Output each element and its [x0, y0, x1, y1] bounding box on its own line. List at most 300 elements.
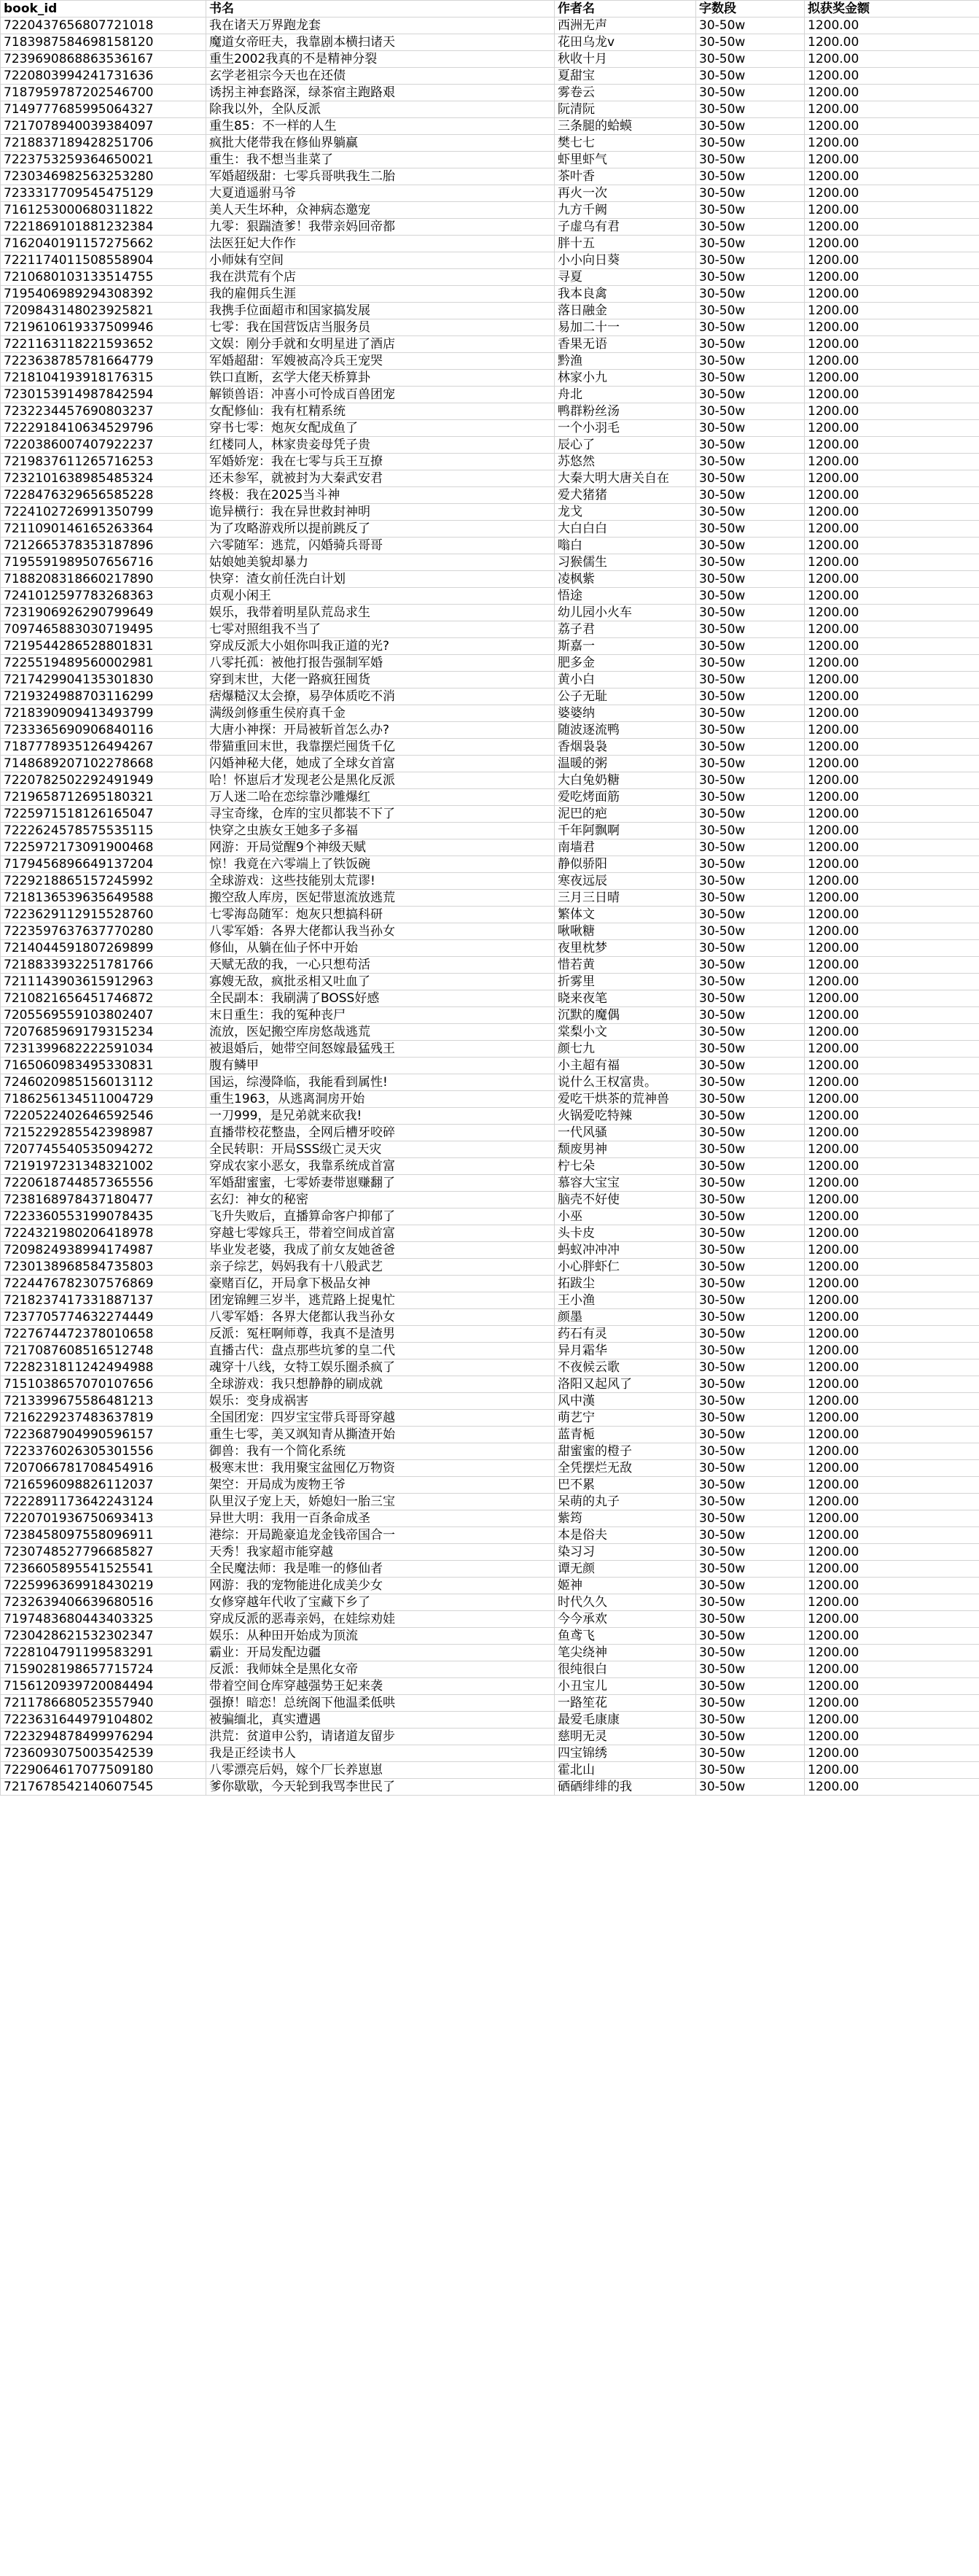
cell-author[interactable]: 说什么王权富贵。	[555, 1074, 696, 1091]
cell-book-id[interactable]: 7219837611265716253	[1, 454, 206, 470]
cell-word-range[interactable]: 30-50w	[696, 336, 805, 353]
cell-prize-amount[interactable]: 1200.00	[805, 1578, 979, 1594]
cell-book-id[interactable]: 7205569559103802407	[1, 1007, 206, 1024]
cell-prize-amount[interactable]: 1200.00	[805, 890, 979, 907]
cell-prize-amount[interactable]: 1200.00	[805, 1561, 979, 1578]
cell-word-range[interactable]: 30-50w	[696, 1628, 805, 1645]
cell-title[interactable]: 我是正经读书人	[206, 1745, 555, 1762]
cell-author[interactable]: 西洲无声	[555, 18, 696, 34]
cell-prize-amount[interactable]: 1200.00	[805, 135, 979, 152]
cell-prize-amount[interactable]: 1200.00	[805, 18, 979, 34]
cell-title[interactable]: 闪婚神秘大佬，她成了全球女首富	[206, 756, 555, 772]
cell-book-id[interactable]: 7179456896649137204	[1, 856, 206, 873]
cell-author[interactable]: 拓跋尘	[555, 1276, 696, 1292]
cell-author[interactable]: 寒夜远辰	[555, 873, 696, 890]
cell-word-range[interactable]: 30-50w	[696, 85, 805, 101]
cell-author[interactable]: 全凭摆烂无敌	[555, 1460, 696, 1477]
cell-author[interactable]: 异月霜华	[555, 1343, 696, 1359]
cell-title[interactable]: 大唐小神探：开局被斩首怎么办?	[206, 722, 555, 739]
cell-word-range[interactable]: 30-50w	[696, 1007, 805, 1024]
cell-prize-amount[interactable]: 1200.00	[805, 319, 979, 336]
cell-author[interactable]: 茶叶香	[555, 168, 696, 185]
cell-author[interactable]: 很纯很白	[555, 1661, 696, 1678]
cell-prize-amount[interactable]: 1200.00	[805, 957, 979, 974]
cell-word-range[interactable]: 30-50w	[696, 487, 805, 504]
cell-title[interactable]: 七零：我在国营饭店当服务员	[206, 319, 555, 336]
cell-author[interactable]: 大白白白	[555, 521, 696, 538]
cell-author[interactable]: 王小渔	[555, 1292, 696, 1309]
cell-prize-amount[interactable]: 1200.00	[805, 1427, 979, 1443]
cell-prize-amount[interactable]: 1200.00	[805, 923, 979, 940]
cell-prize-amount[interactable]: 1200.00	[805, 1628, 979, 1645]
cell-book-id[interactable]: 7217078940039384097	[1, 118, 206, 135]
cell-word-range[interactable]: 30-50w	[696, 1611, 805, 1628]
cell-word-range[interactable]: 30-50w	[696, 437, 805, 454]
cell-author[interactable]: 小心胖虾仁	[555, 1259, 696, 1276]
cell-word-range[interactable]: 30-50w	[696, 873, 805, 890]
cell-prize-amount[interactable]: 1200.00	[805, 756, 979, 772]
cell-title[interactable]: 网游：我的宠物能进化成美少女	[206, 1578, 555, 1594]
cell-word-range[interactable]: 30-50w	[696, 1141, 805, 1158]
cell-prize-amount[interactable]: 1200.00	[805, 839, 979, 856]
cell-prize-amount[interactable]: 1200.00	[805, 1661, 979, 1678]
cell-prize-amount[interactable]: 1200.00	[805, 806, 979, 823]
cell-prize-amount[interactable]: 1200.00	[805, 470, 979, 487]
cell-author[interactable]: 千年阿飘啊	[555, 823, 696, 839]
cell-title[interactable]: 流放，医妃搬空库房悠哉逃荒	[206, 1024, 555, 1041]
cell-title[interactable]: 军婚甜蜜蜜，七零娇妻带崽赚翻了	[206, 1175, 555, 1192]
cell-title[interactable]: 八零军婚：各界大佬都认我当孙女	[206, 923, 555, 940]
cell-book-id[interactable]: 7219324988703116299	[1, 688, 206, 705]
cell-title[interactable]: 搬空敌人库房，医妃带崽流放逃荒	[206, 890, 555, 907]
cell-title[interactable]: 军婚娇宠：我在七零与兵王互撩	[206, 454, 555, 470]
cell-prize-amount[interactable]: 1200.00	[805, 1510, 979, 1527]
cell-book-id[interactable]: 7213399675586481213	[1, 1393, 206, 1410]
cell-author[interactable]: 香烟袅袅	[555, 739, 696, 756]
cell-title[interactable]: 全民转职：开局SSS级亡灵天灾	[206, 1141, 555, 1158]
cell-title[interactable]: 直播古代：盘点那些坑爹的皇二代	[206, 1343, 555, 1359]
cell-word-range[interactable]: 30-50w	[696, 1292, 805, 1309]
cell-book-id[interactable]: 7218136539635649588	[1, 890, 206, 907]
cell-title[interactable]: 带猫重回末世，我靠摆烂囤货千亿	[206, 739, 555, 756]
cell-prize-amount[interactable]: 1200.00	[805, 772, 979, 789]
cell-prize-amount[interactable]: 1200.00	[805, 487, 979, 504]
cell-book-id[interactable]: 7197483680443403325	[1, 1611, 206, 1628]
cell-title[interactable]: 解锁兽语：冲喜小可怜成百兽团宠	[206, 387, 555, 403]
cell-word-range[interactable]: 30-50w	[696, 68, 805, 85]
header-book-id[interactable]: book_id	[1, 1, 206, 18]
cell-title[interactable]: 穿书七零：炮灰女配成鱼了	[206, 420, 555, 437]
cell-prize-amount[interactable]: 1200.00	[805, 1041, 979, 1058]
cell-book-id[interactable]: 7225519489560002981	[1, 655, 206, 672]
cell-prize-amount[interactable]: 1200.00	[805, 236, 979, 252]
cell-prize-amount[interactable]: 1200.00	[805, 504, 979, 521]
cell-prize-amount[interactable]: 1200.00	[805, 1175, 979, 1192]
cell-author[interactable]: 香果无语	[555, 336, 696, 353]
cell-word-range[interactable]: 30-50w	[696, 789, 805, 806]
cell-title[interactable]: 铁口直断，玄学大佬天桥算卦	[206, 370, 555, 387]
cell-prize-amount[interactable]: 1200.00	[805, 1477, 979, 1494]
cell-book-id[interactable]: 7238458097558096911	[1, 1527, 206, 1544]
cell-prize-amount[interactable]: 1200.00	[805, 1024, 979, 1041]
cell-author[interactable]: 夜里枕梦	[555, 940, 696, 957]
cell-prize-amount[interactable]: 1200.00	[805, 907, 979, 923]
cell-title[interactable]: 强撩！暗恋！总统阁下他温柔低哄	[206, 1695, 555, 1712]
cell-word-range[interactable]: 30-50w	[696, 1695, 805, 1712]
cell-author[interactable]: 易加二十一	[555, 319, 696, 336]
cell-word-range[interactable]: 30-50w	[696, 907, 805, 923]
cell-prize-amount[interactable]: 1200.00	[805, 85, 979, 101]
cell-title[interactable]: 穿成反派的恶毒亲妈，在娃综劝娃	[206, 1611, 555, 1628]
cell-title[interactable]: 哈！怀崽后才发现老公是黑化反派	[206, 772, 555, 789]
cell-prize-amount[interactable]: 1200.00	[805, 403, 979, 420]
cell-title[interactable]: 穿成反派大小姐你叫我正道的光?	[206, 638, 555, 655]
cell-author[interactable]: 我本良禽	[555, 286, 696, 303]
cell-title[interactable]: 八零托孤：被他打报告强制军婚	[206, 655, 555, 672]
cell-book-id[interactable]: 7229218865157245992	[1, 873, 206, 890]
cell-title[interactable]: 重生85：不一样的人生	[206, 118, 555, 135]
cell-prize-amount[interactable]: 1200.00	[805, 722, 979, 739]
cell-author[interactable]: 公子无耻	[555, 688, 696, 705]
cell-prize-amount[interactable]: 1200.00	[805, 437, 979, 454]
cell-title[interactable]: 惊！我竟在六零端上了铁饭碗	[206, 856, 555, 873]
cell-book-id[interactable]: 7232101638985485324	[1, 470, 206, 487]
cell-title[interactable]: 穿到末世，大佬一路疯狂囤货	[206, 672, 555, 688]
cell-title[interactable]: 美人天生坏种，众神病态邀宠	[206, 202, 555, 219]
cell-author[interactable]: 大秦大明大唐关自在	[555, 470, 696, 487]
cell-word-range[interactable]: 30-50w	[696, 1359, 805, 1376]
cell-word-range[interactable]: 30-50w	[696, 1309, 805, 1326]
cell-title[interactable]: 架空：开局成为废物王爷	[206, 1477, 555, 1494]
cell-author[interactable]: 不夜候云歌	[555, 1359, 696, 1376]
cell-word-range[interactable]: 30-50w	[696, 1343, 805, 1359]
cell-word-range[interactable]: 30-50w	[696, 1729, 805, 1745]
cell-word-range[interactable]: 30-50w	[696, 940, 805, 957]
cell-word-range[interactable]: 30-50w	[696, 1326, 805, 1343]
cell-prize-amount[interactable]: 1200.00	[805, 655, 979, 672]
cell-book-id[interactable]: 7217678542140607545	[1, 1779, 206, 1796]
cell-title[interactable]: 毕业发老婆，我成了前女友她爸爸	[206, 1242, 555, 1259]
cell-title[interactable]: 修仙，从躺在仙子怀中开始	[206, 940, 555, 957]
cell-book-id[interactable]: 7207066781708454916	[1, 1460, 206, 1477]
cell-prize-amount[interactable]: 1200.00	[805, 1309, 979, 1326]
header-author[interactable]: 作者名	[555, 1, 696, 18]
cell-book-id[interactable]: 7211143903615912963	[1, 974, 206, 990]
cell-book-id[interactable]: 7228104791199583291	[1, 1645, 206, 1661]
cell-book-id[interactable]: 7161253000680311822	[1, 202, 206, 219]
cell-author[interactable]: 谭无颜	[555, 1561, 696, 1578]
cell-word-range[interactable]: 30-50w	[696, 655, 805, 672]
cell-author[interactable]: 笔尖绕神	[555, 1645, 696, 1661]
cell-word-range[interactable]: 30-50w	[696, 1779, 805, 1796]
cell-book-id[interactable]: 7220437656807721018	[1, 18, 206, 34]
cell-book-id[interactable]: 7187959787202546700	[1, 85, 206, 101]
cell-book-id[interactable]: 7221163118221593652	[1, 336, 206, 353]
cell-word-range[interactable]: 30-50w	[696, 638, 805, 655]
cell-author[interactable]: 柠七朵	[555, 1158, 696, 1175]
cell-author[interactable]: 嗡白	[555, 538, 696, 554]
cell-book-id[interactable]: 7223753259364650021	[1, 152, 206, 168]
cell-title[interactable]: 八零军婚：各界大佬都认我当孙女	[206, 1309, 555, 1326]
cell-title[interactable]: 终极：我在2025当斗神	[206, 487, 555, 504]
cell-prize-amount[interactable]: 1200.00	[805, 168, 979, 185]
cell-author[interactable]: 花田乌龙v	[555, 34, 696, 51]
cell-title[interactable]: 霸业：开局发配边疆	[206, 1645, 555, 1661]
cell-author[interactable]: 舟北	[555, 387, 696, 403]
cell-title[interactable]: 港综：开局跪豪追龙金钱帝国合一	[206, 1527, 555, 1544]
cell-book-id[interactable]: 7223294878499976294	[1, 1729, 206, 1745]
cell-title[interactable]: 天赋无敌的我，一心只想苟活	[206, 957, 555, 974]
cell-author[interactable]: 九方千阙	[555, 202, 696, 219]
cell-author[interactable]: 爱吃烤面筋	[555, 789, 696, 806]
cell-author[interactable]: 慈明无灵	[555, 1729, 696, 1745]
cell-author[interactable]: 随波逐流鸭	[555, 722, 696, 739]
cell-title[interactable]: 异世大明：我用一百条命成圣	[206, 1510, 555, 1527]
cell-word-range[interactable]: 30-50w	[696, 823, 805, 839]
cell-author[interactable]: 啾啾糖	[555, 923, 696, 940]
cell-book-id[interactable]: 7223631644979104802	[1, 1712, 206, 1729]
cell-word-range[interactable]: 30-50w	[696, 219, 805, 236]
cell-title[interactable]: 大夏逍遥驸马爷	[206, 185, 555, 202]
cell-word-range[interactable]: 30-50w	[696, 269, 805, 286]
cell-author[interactable]: 颜七九	[555, 1041, 696, 1058]
cell-word-range[interactable]: 30-50w	[696, 839, 805, 856]
cell-author[interactable]: 婆婆纳	[555, 705, 696, 722]
cell-title[interactable]: 娱乐：变身成祸害	[206, 1393, 555, 1410]
cell-title[interactable]: 全球游戏：这些技能别太荒谬!	[206, 873, 555, 890]
cell-title[interactable]: 玄幻：神女的秘密	[206, 1192, 555, 1209]
cell-title[interactable]: 洪荒：贫道申公豹，请诸道友留步	[206, 1729, 555, 1745]
cell-author[interactable]: 凌枫紫	[555, 571, 696, 588]
cell-word-range[interactable]: 30-50w	[696, 135, 805, 152]
cell-title[interactable]: 反派：我师妹全是黑化女帝	[206, 1661, 555, 1678]
cell-title[interactable]: 全民副本：我刷满了BOSS好感	[206, 990, 555, 1007]
cell-prize-amount[interactable]: 1200.00	[805, 68, 979, 85]
cell-word-range[interactable]: 30-50w	[696, 1527, 805, 1544]
cell-book-id[interactable]: 7230153914987842594	[1, 387, 206, 403]
cell-book-id[interactable]: 7230428621532302347	[1, 1628, 206, 1645]
cell-title[interactable]: 八零漂亮后妈，嫁个厂长养崽崽	[206, 1762, 555, 1779]
cell-word-range[interactable]: 30-50w	[696, 974, 805, 990]
cell-book-id[interactable]: 7195406989294308392	[1, 286, 206, 303]
cell-author[interactable]: 三条腿的蛤蟆	[555, 118, 696, 135]
cell-author[interactable]: 洛阳又起风了	[555, 1376, 696, 1393]
cell-title[interactable]: 重生：我不想当韭菜了	[206, 152, 555, 168]
header-word-range[interactable]: 字数段	[696, 1, 805, 18]
cell-book-id[interactable]: 7225971518126165047	[1, 806, 206, 823]
cell-book-id[interactable]: 7218833932251781766	[1, 957, 206, 974]
cell-word-range[interactable]: 30-50w	[696, 1058, 805, 1074]
cell-book-id[interactable]: 7227674472378010658	[1, 1326, 206, 1343]
cell-word-range[interactable]: 30-50w	[696, 1108, 805, 1125]
cell-book-id[interactable]: 7210680103133514755	[1, 269, 206, 286]
cell-book-id[interactable]: 7222891173642243124	[1, 1494, 206, 1510]
cell-title[interactable]: 队里汉子宠上天，娇媳妇一胎三宝	[206, 1494, 555, 1510]
cell-book-id[interactable]: 7236093075003542539	[1, 1745, 206, 1762]
cell-author[interactable]: 鱼鸢飞	[555, 1628, 696, 1645]
cell-author[interactable]: 慕容大宝宝	[555, 1175, 696, 1192]
cell-prize-amount[interactable]: 1200.00	[805, 202, 979, 219]
cell-title[interactable]: 我在洪荒有个店	[206, 269, 555, 286]
cell-prize-amount[interactable]: 1200.00	[805, 1259, 979, 1276]
cell-author[interactable]: 落日融金	[555, 303, 696, 319]
cell-author[interactable]: 今今承欢	[555, 1611, 696, 1628]
cell-word-range[interactable]: 30-50w	[696, 571, 805, 588]
cell-book-id[interactable]: 7186256134511004729	[1, 1091, 206, 1108]
cell-word-range[interactable]: 30-50w	[696, 1158, 805, 1175]
cell-word-range[interactable]: 30-50w	[696, 319, 805, 336]
cell-author[interactable]: 再火一次	[555, 185, 696, 202]
cell-title[interactable]: 军婚超甜：军嫂被高冷兵王宠哭	[206, 353, 555, 370]
cell-word-range[interactable]: 30-50w	[696, 554, 805, 571]
cell-title[interactable]: 玄学老祖宗今天也在还债	[206, 68, 555, 85]
cell-title[interactable]: 亲子综艺，妈妈我有十八般武艺	[206, 1259, 555, 1276]
cell-author[interactable]: 硒硒绯绯的我	[555, 1779, 696, 1796]
cell-word-range[interactable]: 30-50w	[696, 1259, 805, 1276]
cell-book-id[interactable]: 7183987584698158120	[1, 34, 206, 51]
cell-word-range[interactable]: 30-50w	[696, 1443, 805, 1460]
cell-word-range[interactable]: 30-50w	[696, 236, 805, 252]
cell-prize-amount[interactable]: 1200.00	[805, 303, 979, 319]
cell-book-id[interactable]: 7223376026305301556	[1, 1443, 206, 1460]
cell-word-range[interactable]: 30-50w	[696, 1175, 805, 1192]
cell-author[interactable]: 火锅爱吃特辣	[555, 1108, 696, 1125]
cell-book-id[interactable]: 7219658712695180321	[1, 789, 206, 806]
cell-title[interactable]: 七零对照组我不当了	[206, 621, 555, 638]
cell-author[interactable]: 荔子君	[555, 621, 696, 638]
cell-book-id[interactable]: 7224102726991350799	[1, 504, 206, 521]
cell-word-range[interactable]: 30-50w	[696, 1578, 805, 1594]
cell-prize-amount[interactable]: 1200.00	[805, 538, 979, 554]
cell-title[interactable]: 女配修仙：我有杠精系统	[206, 403, 555, 420]
cell-word-range[interactable]: 30-50w	[696, 1427, 805, 1443]
cell-prize-amount[interactable]: 1200.00	[805, 286, 979, 303]
cell-author[interactable]: 斯嘉一	[555, 638, 696, 655]
cell-book-id[interactable]: 7148689207102278668	[1, 756, 206, 772]
cell-title[interactable]: 姑娘她美貌却暴力	[206, 554, 555, 571]
cell-title[interactable]: 被骗缅北，真实遭遇	[206, 1712, 555, 1729]
cell-title[interactable]: 为了攻略游戏所以提前跳反了	[206, 521, 555, 538]
cell-prize-amount[interactable]: 1200.00	[805, 1209, 979, 1225]
cell-prize-amount[interactable]: 1200.00	[805, 1141, 979, 1158]
cell-title[interactable]: 穿成农家小恶女，我靠系统成首富	[206, 1158, 555, 1175]
cell-author[interactable]: 爱犬猪猪	[555, 487, 696, 504]
cell-prize-amount[interactable]: 1200.00	[805, 1393, 979, 1410]
cell-author[interactable]: 蓝青栀	[555, 1427, 696, 1443]
cell-title[interactable]: 寡嫂无敌，疯批丞相又吐血了	[206, 974, 555, 990]
cell-word-range[interactable]: 30-50w	[696, 772, 805, 789]
cell-prize-amount[interactable]: 1200.00	[805, 554, 979, 571]
cell-word-range[interactable]: 30-50w	[696, 34, 805, 51]
cell-author[interactable]: 小主超有福	[555, 1058, 696, 1074]
cell-title[interactable]: 满级剑修重生侯府真千金	[206, 705, 555, 722]
cell-author[interactable]: 颜墨	[555, 1309, 696, 1326]
cell-book-id[interactable]: 7209824938994174987	[1, 1242, 206, 1259]
cell-prize-amount[interactable]: 1200.00	[805, 823, 979, 839]
cell-prize-amount[interactable]: 1200.00	[805, 152, 979, 168]
cell-author[interactable]: 肥多金	[555, 655, 696, 672]
cell-title[interactable]: 娱乐，我带着明星队荒岛求生	[206, 605, 555, 621]
cell-book-id[interactable]: 7223629112915528760	[1, 907, 206, 923]
cell-prize-amount[interactable]: 1200.00	[805, 1645, 979, 1661]
cell-word-range[interactable]: 30-50w	[696, 1225, 805, 1242]
cell-prize-amount[interactable]: 1200.00	[805, 1494, 979, 1510]
cell-author[interactable]: 最爱毛康康	[555, 1712, 696, 1729]
cell-book-id[interactable]: 7246020985156013112	[1, 1074, 206, 1091]
cell-word-range[interactable]: 30-50w	[696, 1091, 805, 1108]
cell-book-id[interactable]: 7209843148023925821	[1, 303, 206, 319]
cell-prize-amount[interactable]: 1200.00	[805, 1695, 979, 1712]
cell-word-range[interactable]: 30-50w	[696, 303, 805, 319]
cell-book-id[interactable]: 7238168978437180477	[1, 1192, 206, 1209]
cell-author[interactable]: 风中漢	[555, 1393, 696, 1410]
cell-title[interactable]: 女修穿越年代收了宝藏下乡了	[206, 1594, 555, 1611]
cell-book-id[interactable]: 7220522402646592546	[1, 1108, 206, 1125]
cell-prize-amount[interactable]: 1200.00	[805, 353, 979, 370]
cell-word-range[interactable]: 30-50w	[696, 168, 805, 185]
cell-title[interactable]: 文娱：刚分手就和女明星进了酒店	[206, 336, 555, 353]
cell-word-range[interactable]: 30-50w	[696, 1678, 805, 1695]
cell-prize-amount[interactable]: 1200.00	[805, 1125, 979, 1141]
cell-title[interactable]: 直播带校花整蛊，全网后槽牙咬碎	[206, 1125, 555, 1141]
cell-author[interactable]: 辰心了	[555, 437, 696, 454]
cell-word-range[interactable]: 30-50w	[696, 605, 805, 621]
cell-book-id[interactable]: 7220782502292491949	[1, 772, 206, 789]
cell-word-range[interactable]: 30-50w	[696, 1712, 805, 1729]
cell-word-range[interactable]: 30-50w	[696, 923, 805, 940]
cell-prize-amount[interactable]: 1200.00	[805, 521, 979, 538]
cell-title[interactable]: 穿越七零嫁兵王，带着空间成首富	[206, 1225, 555, 1242]
cell-book-id[interactable]: 7211786680523557940	[1, 1695, 206, 1712]
cell-author[interactable]: 药石有灵	[555, 1326, 696, 1343]
cell-word-range[interactable]: 30-50w	[696, 856, 805, 873]
cell-title[interactable]: 万人迷二哈在恋综靠沙雕爆红	[206, 789, 555, 806]
cell-title[interactable]: 一刀999，是兄弟就来砍我!	[206, 1108, 555, 1125]
cell-book-id[interactable]: 7225996369918430219	[1, 1578, 206, 1594]
cell-prize-amount[interactable]: 1200.00	[805, 1527, 979, 1544]
cell-book-id[interactable]: 7224476782307576869	[1, 1276, 206, 1292]
cell-prize-amount[interactable]: 1200.00	[805, 219, 979, 236]
cell-book-id[interactable]: 7220701936750693413	[1, 1510, 206, 1527]
cell-word-range[interactable]: 30-50w	[696, 370, 805, 387]
cell-prize-amount[interactable]: 1200.00	[805, 185, 979, 202]
cell-author[interactable]: 虾里虾气	[555, 152, 696, 168]
cell-author[interactable]: 子虚乌有君	[555, 219, 696, 236]
cell-prize-amount[interactable]: 1200.00	[805, 1678, 979, 1695]
cell-word-range[interactable]: 30-50w	[696, 990, 805, 1007]
cell-book-id[interactable]: 7218390909413493799	[1, 705, 206, 722]
cell-word-range[interactable]: 30-50w	[696, 1661, 805, 1678]
cell-author[interactable]: 林家小九	[555, 370, 696, 387]
cell-word-range[interactable]: 30-50w	[696, 118, 805, 135]
cell-book-id[interactable]: 7241012597783268363	[1, 588, 206, 605]
cell-author[interactable]: 呆萌的丸子	[555, 1494, 696, 1510]
cell-author[interactable]: 紫筠	[555, 1510, 696, 1527]
cell-book-id[interactable]: 7229064617077509180	[1, 1762, 206, 1779]
cell-book-id[interactable]: 7219610619337509946	[1, 319, 206, 336]
cell-word-range[interactable]: 30-50w	[696, 672, 805, 688]
cell-book-id[interactable]: 7223360553199078435	[1, 1209, 206, 1225]
cell-author[interactable]: 萌艺宁	[555, 1410, 696, 1427]
cell-title[interactable]: 魔道女帝旺夫，我靠剧本横扫诸天	[206, 34, 555, 51]
cell-book-id[interactable]: 7219197231348321002	[1, 1158, 206, 1175]
cell-title[interactable]: 御兽：我有一个简化系统	[206, 1443, 555, 1460]
cell-author[interactable]: 小巫	[555, 1209, 696, 1225]
cell-prize-amount[interactable]: 1200.00	[805, 974, 979, 990]
cell-book-id[interactable]: 7188208318660217890	[1, 571, 206, 588]
cell-author[interactable]: 幼儿园小火车	[555, 605, 696, 621]
cell-book-id[interactable]: 7220618744857365556	[1, 1175, 206, 1192]
